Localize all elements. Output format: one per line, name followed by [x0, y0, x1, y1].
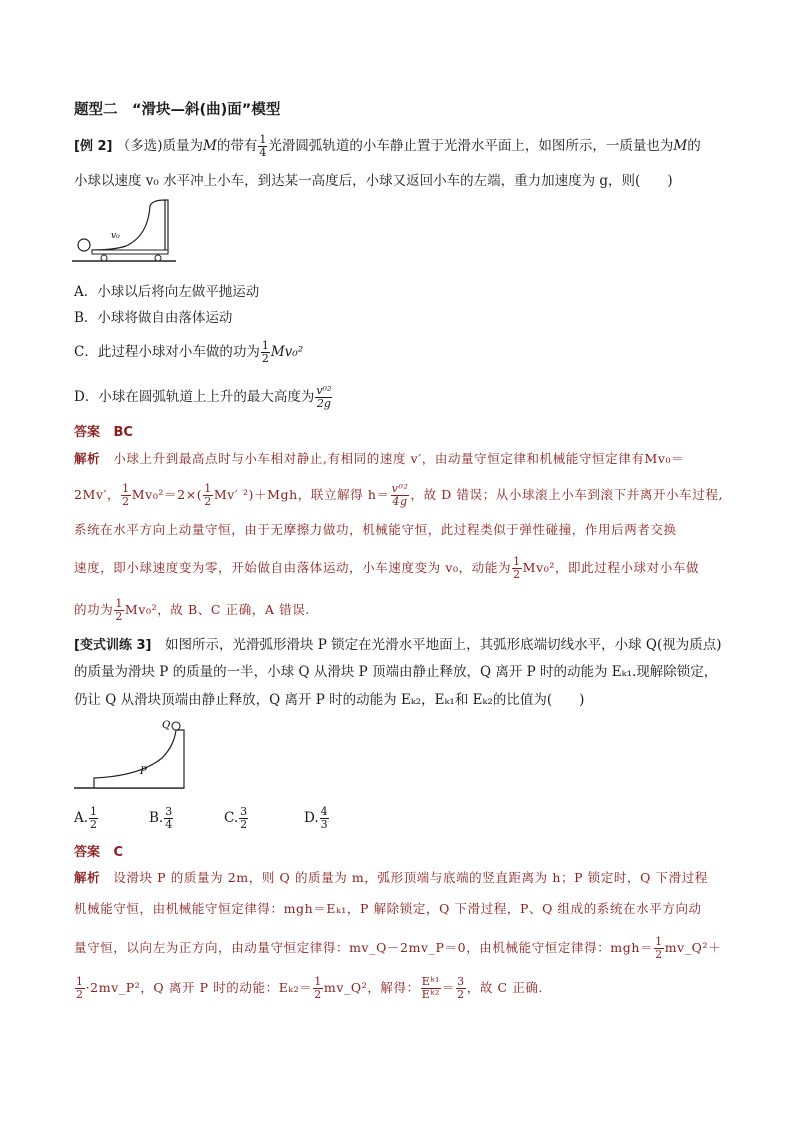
option-d: D．小球在圆弧轨道上上升的最大高度为 $\frac{\text{v⁰²}}{2g}$: [74, 384, 332, 410]
section-title: 题型二 “滑块—斜(曲)面”模型: [74, 102, 281, 118]
text: 的带有: [216, 138, 258, 154]
var: M: [203, 138, 217, 154]
explanation-line4: 速度，即小球速度变为零，开始做自由落体运动，小车速度变为 v₀，动能为 $\frac{1}{2}$ Mv₀²，即此过程小球对小车做: [74, 555, 700, 581]
cart-figure: [70, 196, 180, 268]
variant-expl-line1: 解析 设滑块 P 的质量为 2m，则 Q 的质量为 m，弧形顶端与底端的竖直距离为 h；P 锁定时，Q 下滑过程: [74, 870, 708, 885]
label-p: P: [140, 766, 147, 777]
wheel-left: [101, 255, 107, 261]
label-q: Q: [162, 720, 171, 731]
example2-line1: [74, 134, 701, 159]
option-c: C. $\frac{3}{2}$: [224, 805, 248, 831]
fraction: $\frac{1}{4}$: [259, 133, 267, 159]
variant-answer-row: 答案 C: [74, 845, 124, 860]
text: （多选)质量为: [116, 138, 204, 154]
variant-expl-line4: $\frac{1}{2}$ ·2mv_P²，Q 离开 P 时的动能：Eₖ₂＝ $\frac{1}{2}$ mv_Q²，解得： $\frac{\text{Eᵏ¹}}{\text{Eᵏ²}}$ ＝ $\frac{3}{2}$ ，故 C 正确.: [76, 975, 544, 1001]
variant-options: [74, 806, 364, 831]
slider-figure: [70, 716, 190, 792]
variant3-line3: 仍让 Q 从滑块顶端由静止释放，Q 离开 P 时的动能为 Eₖ₂，Eₖ₁和 Eₖ₂的比值为( ): [74, 692, 585, 708]
fraction: $\frac{1}{2}$: [261, 339, 269, 365]
explanation-line1: 解析 小球上升到最高点时与小车相对静止,有相同的速度 v′，由动量守恒定律和机械能守恒定律有Mv₀＝: [74, 451, 685, 466]
variant3-line2: 的质量为滑块 P 的质量的一半，小球 Q 从滑块 P 顶端由静止释放，Q 离开 P 时的动能为 Eₖ₁.现解除锁定，: [74, 664, 718, 680]
var: M: [673, 138, 688, 154]
option-c: C．此过程小球对小车做的功为 $\frac{1}{2}$ Mv₀²: [74, 339, 304, 365]
example-tag: [例 2]: [74, 139, 113, 154]
text: 的: [687, 138, 701, 154]
explanation-line3: 系统在水平方向上动量守恒，由于无摩擦力做功，机械能守恒，此过程类似于弹性碰撞，作用后两者交换: [74, 522, 677, 537]
ball-q: [172, 722, 180, 730]
answer-row: 答案 BC: [74, 425, 133, 440]
option-b: B. $\frac{3}{4}$: [149, 805, 173, 831]
variant-tag: [变式训练 3]: [74, 638, 152, 653]
cart-body: [92, 200, 165, 252]
variant-expl-line3: 量守恒，以向左为正方向，由动量守恒定律得：mv_Q－2mv_P＝0，由机械能守恒定律得：mgh＝ $\frac{1}{2}$ mv_Q²＋: [74, 935, 722, 961]
option-d: D. $\frac{4}{3}$: [304, 805, 328, 831]
example2-line2: 小球以速度 v₀ 水平冲上小车，到达某一高度后，小球又返回小车的左端，重力加速度为 g，则( ): [74, 173, 673, 189]
explanation-line2: 2Mv′， $\frac{1}{2}$ Mv₀²＝2×( $\frac{1}{2}$ Mv′ ²)＋Mgh，联立解得 h＝ $\frac{\text{v⁰²}}{4g}$ ，故 D 错误；从小球滚上小车到滚下并离开小车过程,: [74, 482, 724, 508]
text: 光滑圆弧轨道的小车静止置于光滑水平面上，如图所示，一质量也为: [268, 138, 674, 154]
option-a: A. $\frac{1}{2}$: [74, 805, 98, 831]
variant3-line1: [变式训练 3] 如图所示，光滑弧形滑块 P 锁定在光滑水平地面上，其弧形底端切线水平，小球 Q(视为质点): [74, 637, 722, 653]
fraction: $\frac{\text{v⁰²}}{2g}$: [316, 384, 332, 410]
slider-body: [94, 730, 184, 788]
option-a: A．小球以后将向左做平抛运动: [74, 284, 260, 300]
option-b: B．小球将做自由落体运动: [74, 310, 233, 326]
explanation-line5: 的功为 $\frac{1}{2}$ Mv₀²，故 B、C 正确，A 错误.: [74, 597, 310, 623]
variant-expl-line2: 机械能守恒，由机械能守恒定律得：mgh＝Eₖ₁，P 解除锁定，Q 下滑过程，P、Q 组成的系统在水平方向动: [74, 901, 702, 916]
wheel-right: [155, 255, 161, 261]
velocity-label: v₀: [111, 231, 120, 241]
ball: [78, 239, 90, 251]
